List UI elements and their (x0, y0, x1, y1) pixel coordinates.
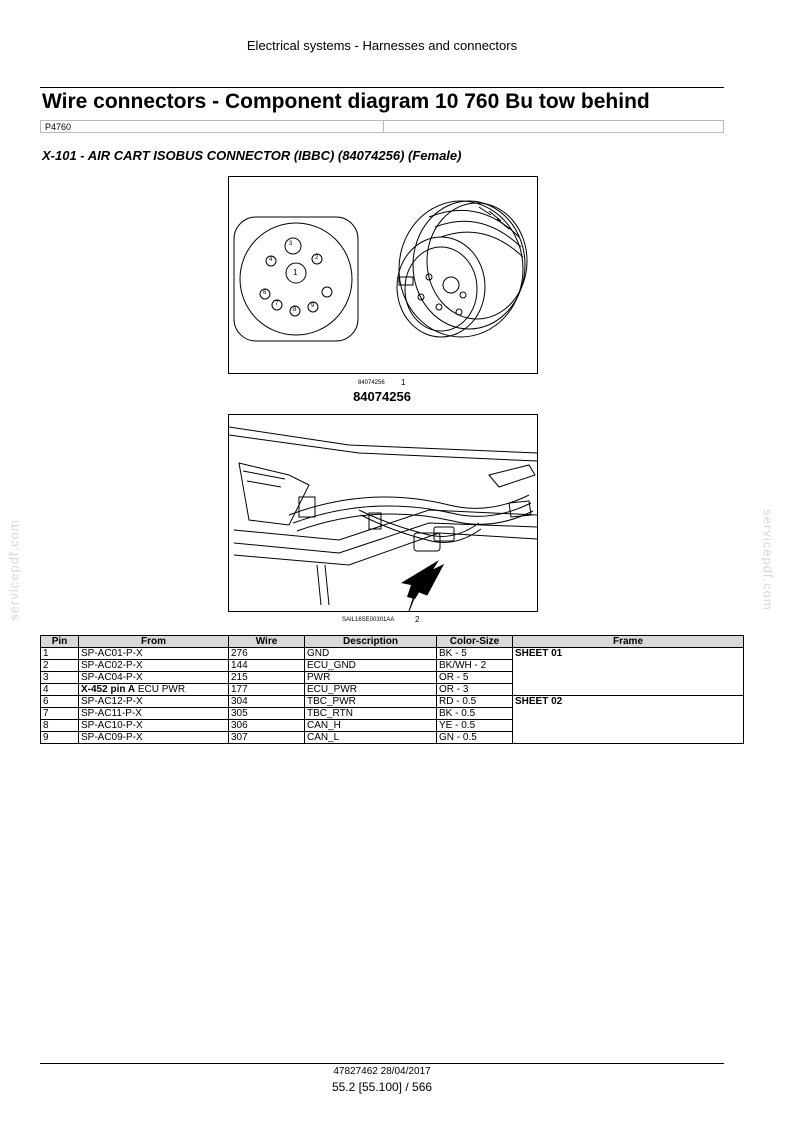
watermark-right: servicepdf.com (760, 509, 776, 611)
from-cell: SP-AC11-P-X (79, 708, 229, 720)
color-size-cell: GN - 0.5 (437, 732, 513, 744)
pin-label-1: 1 (293, 268, 298, 277)
figure1-ref: 84074256 (358, 380, 385, 386)
from-cell: SP-AC09-P-X (79, 732, 229, 744)
wire-cell: 305 (229, 708, 305, 720)
page-title: Wire connectors - Component diagram 10 760 Bu tow behind (42, 90, 650, 113)
pin-label-2: 2 (315, 255, 319, 261)
pin-cell: 9 (41, 732, 79, 744)
color-size-cell: BK - 5 (437, 648, 513, 660)
pin-cell: 1 (41, 648, 79, 660)
pin-label-3: 3 (289, 241, 293, 247)
description-cell: CAN_L (305, 732, 437, 744)
description-cell: GND (305, 648, 437, 660)
wire-cell: 304 (229, 696, 305, 708)
wire-cell: 177 (229, 684, 305, 696)
pin-cell: 7 (41, 708, 79, 720)
table-row (41, 696, 744, 708)
figure2-number: 2 (415, 615, 420, 624)
connector-opening (397, 237, 485, 337)
code-box (40, 120, 724, 133)
pin-label-7: 7 (275, 301, 279, 307)
document-code: P4760 (45, 122, 72, 132)
color-size-cell: OR - 3 (437, 684, 513, 696)
table-row (41, 648, 744, 660)
from-bold-ref: X-452 pin A (81, 684, 136, 695)
color-size-cell: RD - 0.5 (437, 696, 513, 708)
description-cell: ECU_GND (305, 660, 437, 672)
watermark-left: servicepdf.com (6, 519, 22, 621)
header-from: From (79, 636, 229, 648)
document-reference: 47827462 28/04/2017 (333, 1066, 431, 1077)
pin-cell: 6 (41, 696, 79, 708)
pin-label-6: 6 (263, 290, 267, 296)
frame-cell-sheet-02: SHEET 02 (513, 696, 744, 744)
header-description: Description (305, 636, 437, 648)
description-cell: TBC_PWR (305, 696, 437, 708)
connector-face-housing (234, 217, 358, 341)
connector-illustration (229, 177, 537, 373)
wire-cell: 276 (229, 648, 305, 660)
description-cell: ECU_PWR (305, 684, 437, 696)
description-cell: CAN_H (305, 720, 437, 732)
header-frame: Frame (513, 636, 744, 648)
header-wire: Wire (229, 636, 305, 648)
color-size-cell: OR - 5 (437, 672, 513, 684)
from-text: ECU PWR (135, 684, 186, 695)
location-figure (228, 414, 538, 612)
pin-cell: 8 (41, 720, 79, 732)
footer-rule (40, 1063, 724, 1064)
machine-location-illustration (229, 415, 537, 611)
color-size-cell: BK/WH - 2 (437, 660, 513, 672)
connector-face-outline (240, 223, 352, 335)
table-header-row (41, 636, 744, 648)
from-cell: SP-AC02-P-X (79, 660, 229, 672)
pin-label-8: 8 (293, 307, 297, 313)
part-number: 84074256 (353, 389, 411, 404)
header-color-size: Color-Size (437, 636, 513, 648)
pin-table (40, 635, 744, 744)
code-box-divider (383, 121, 384, 132)
from-cell: SP-AC12-P-X (79, 696, 229, 708)
wire-cell: 307 (229, 732, 305, 744)
section-heading: X-101 - AIR CART ISOBUS CONNECTOR (IBBC) (84074256) (Female) (42, 148, 462, 163)
frame-cell-sheet-01: SHEET 01 (513, 648, 744, 696)
pin-cell: 4 (41, 684, 79, 696)
pin-label-9: 9 (311, 303, 315, 309)
from-cell: SP-AC10-P-X (79, 720, 229, 732)
wire-cell: 306 (229, 720, 305, 732)
from-cell (79, 684, 229, 696)
description-cell: PWR (305, 672, 437, 684)
color-size-cell: BK - 0.5 (437, 708, 513, 720)
figure1-number: 1 (401, 378, 406, 387)
color-size-cell: YE - 0.5 (437, 720, 513, 732)
from-cell: SP-AC01-P-X (79, 648, 229, 660)
description-cell: TBC_RTN (305, 708, 437, 720)
pin-cell: 2 (41, 660, 79, 672)
from-cell: SP-AC04-P-X (79, 672, 229, 684)
figure2-ref: SAIL16SE00301AA (342, 617, 395, 623)
harness-upper (289, 495, 529, 515)
wire-cell: 144 (229, 660, 305, 672)
pin-cell: 3 (41, 672, 79, 684)
running-header: Electrical systems - Harnesses and connectors (246, 38, 518, 53)
header-pin: Pin (41, 636, 79, 648)
page-reference: 55.2 [55.100] / 566 (331, 1080, 433, 1094)
connector-figure (228, 176, 538, 374)
wire-cell: 215 (229, 672, 305, 684)
title-rule (40, 87, 724, 88)
pin-label-4: 4 (269, 257, 273, 263)
